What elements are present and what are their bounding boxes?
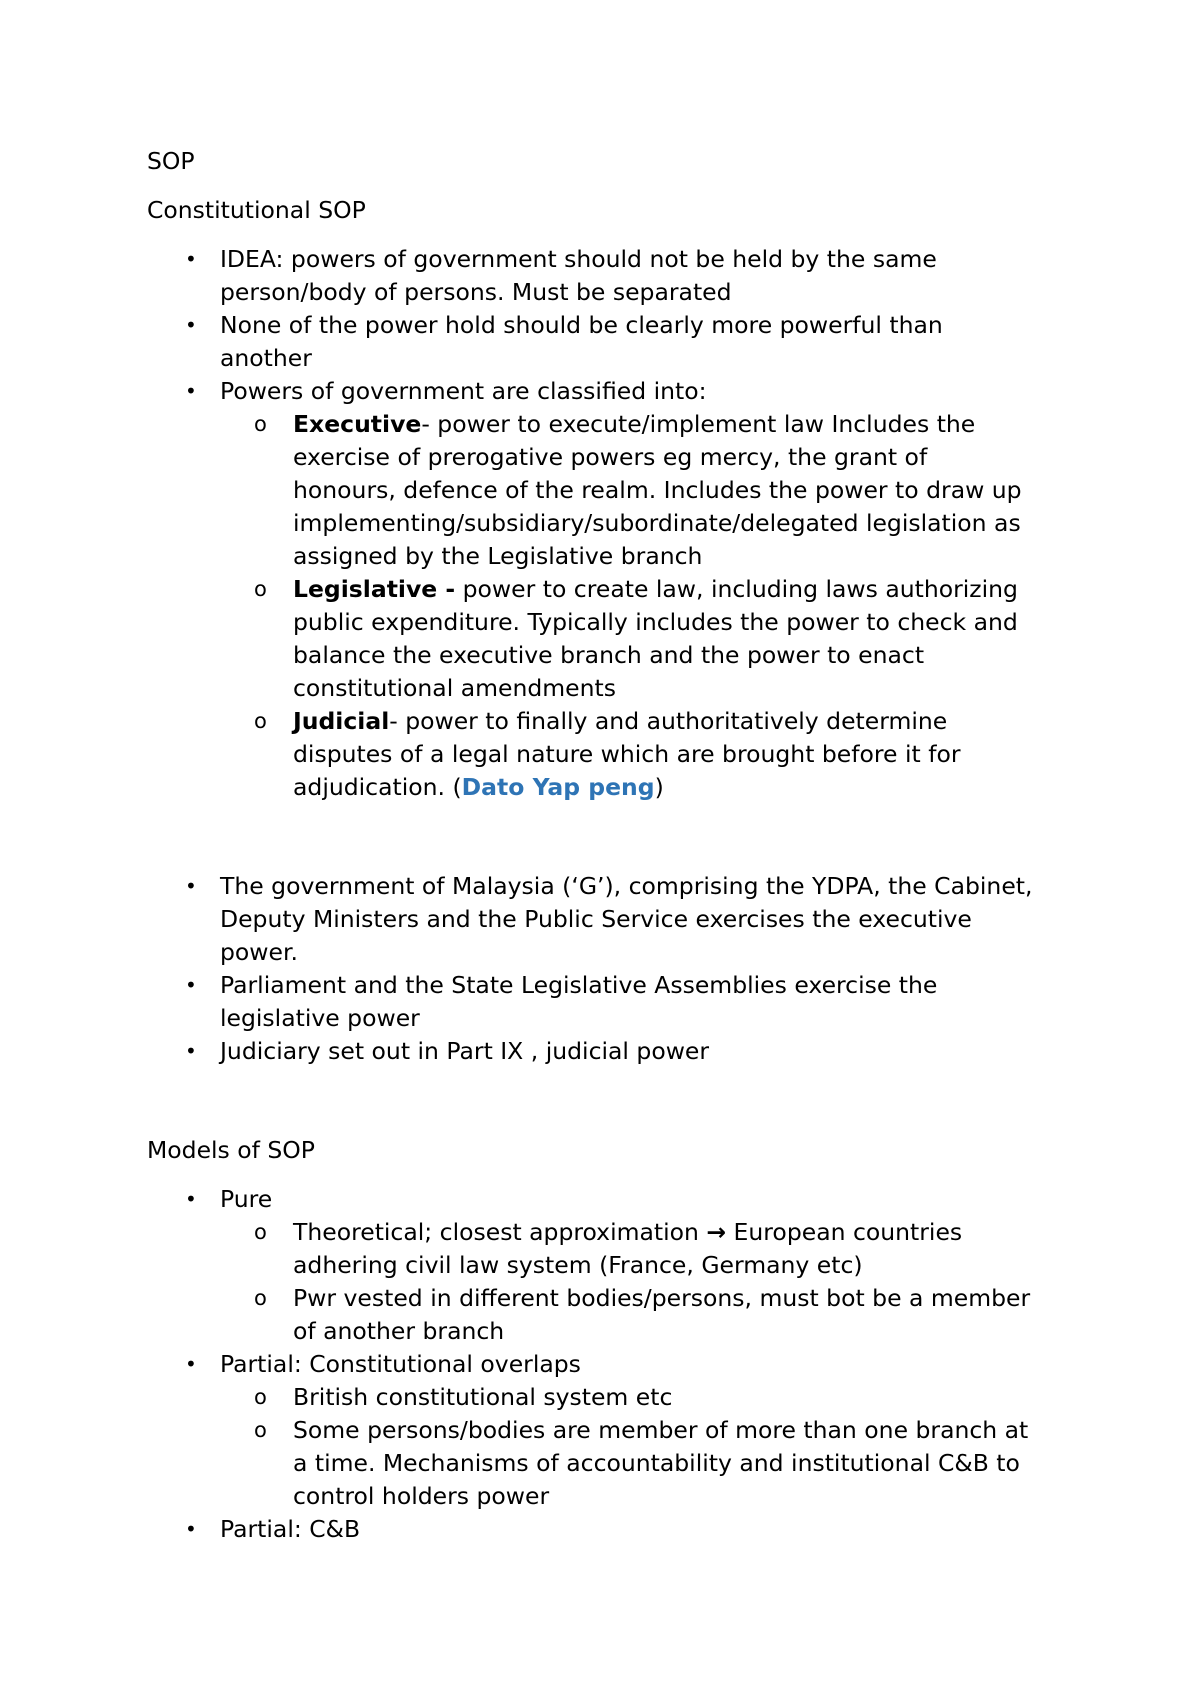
list-item [147, 243, 1077, 309]
text-line: assigned by the Legislative branch [293, 542, 703, 570]
arrow-right-icon: → [706, 1218, 727, 1246]
sub-list-branches [220, 408, 1077, 804]
text-line: of another branch [293, 1317, 505, 1345]
text-line: control holders power [293, 1482, 550, 1510]
sub-list-pure [220, 1216, 1077, 1348]
text-line: The government of Malaysia (‘G’), comprising the YDPA, the Cabinet, [220, 872, 1033, 900]
text-line: disputes of a legal nature which are brought before it for [293, 740, 961, 768]
bullet-list-models [147, 1183, 1077, 1546]
text-line: constitutional amendments [293, 674, 616, 702]
section-heading-models-of-sop: Models of SOP [147, 1136, 315, 1164]
section-heading-constitutional-sop: Constitutional SOP [147, 196, 366, 224]
text-line: Partial: C&B [220, 1515, 361, 1543]
text-line: British constitutional system etc [293, 1383, 673, 1411]
text-line: None of the power hold should be clearly more powerful than [220, 311, 943, 339]
sub-bullet-icon: o [254, 412, 267, 436]
list-item [147, 375, 1077, 804]
text-line: public expenditure. Typically includes the power to check and [293, 608, 1018, 636]
text-line: balance the executive branch and the power to enact [293, 641, 925, 669]
document-title: SOP [147, 147, 195, 175]
text-line: another [220, 344, 312, 372]
bullet-icon: • [185, 379, 197, 403]
text-line [293, 705, 1077, 738]
bullet-icon: • [185, 247, 197, 271]
list-item [147, 969, 1077, 1035]
bullet-list-malaysia [147, 870, 1077, 1068]
sub-list-partial-overlaps [220, 1381, 1077, 1513]
text-fragment: adjudication. ( [293, 773, 462, 801]
text-line [293, 408, 1077, 441]
list-item-executive [220, 408, 1077, 573]
text-line [293, 1216, 1077, 1249]
list-item [220, 1216, 1077, 1282]
text-line: Some persons/bodies are member of more than one branch at [293, 1416, 1029, 1444]
text-fragment: power to create law, including laws authorizing [455, 575, 1018, 603]
text-line: honours, defence of the realm. Includes the power to draw up [293, 476, 1022, 504]
bullet-icon: • [185, 874, 197, 898]
sub-bullet-icon: o [254, 577, 267, 601]
sub-bullet-icon: o [254, 1220, 267, 1244]
text-line: person/body of persons. Must be separated [220, 278, 732, 306]
text-line: implementing/subsidiary/subordinate/delegated legislation as [293, 509, 1021, 537]
list-item [147, 309, 1077, 375]
bullet-icon: • [185, 973, 197, 997]
text-line: power. [220, 938, 298, 966]
sub-bullet-icon: o [254, 1286, 267, 1310]
bullet-icon: • [185, 313, 197, 337]
text-fragment: Theoretical; closest approximation [293, 1218, 707, 1246]
text-line: Partial: Constitutional overlaps [220, 1350, 581, 1378]
list-item-partial-overlaps [147, 1348, 1077, 1513]
term-judicial: Judicial [293, 707, 390, 735]
text-fragment: - power to execute/implement law Includes the [421, 410, 976, 438]
list-item [220, 1282, 1077, 1348]
text-line: Judiciary set out in Part IX , judicial power [220, 1037, 710, 1065]
text-line: Parliament and the State Legislative Assemblies exercise the [220, 971, 938, 999]
text-line: a time. Mechanisms of accountability and institutional C&B to [293, 1449, 1020, 1477]
document-page [147, 145, 1077, 1546]
list-item [147, 870, 1077, 969]
list-item-partial-cb [147, 1513, 1077, 1546]
text-line [293, 771, 1077, 804]
list-item-pure [147, 1183, 1077, 1348]
text-fragment: ) [654, 773, 664, 801]
list-item-judicial [220, 705, 1077, 804]
bullet-list-constitutional [147, 243, 1077, 804]
term-executive: Executive [293, 410, 422, 438]
case-reference: Dato Yap peng [461, 773, 655, 801]
bullet-icon: • [185, 1517, 197, 1541]
sub-bullet-icon: o [254, 709, 267, 733]
sub-bullet-icon: o [254, 1418, 267, 1442]
text-line: Pwr vested in different bodies/persons, must bot be a member [293, 1284, 1031, 1312]
list-item [220, 1414, 1077, 1513]
text-fragment: - power to finally and authoritatively determine [389, 707, 948, 735]
text-line: IDEA: powers of government should not be held by the same [220, 245, 937, 273]
text-line: adhering civil law system (France, Germany etc) [293, 1251, 863, 1279]
text-line: Deputy Ministers and the Public Service exercises the executive [220, 905, 972, 933]
bullet-icon: • [185, 1187, 197, 1211]
list-item [220, 1381, 1077, 1414]
list-item [147, 1035, 1077, 1068]
text-line: Pure [220, 1185, 273, 1213]
text-line: Powers of government are classified into: [220, 377, 707, 405]
text-line: legislative power [220, 1004, 420, 1032]
list-item-legislative [220, 573, 1077, 705]
text-line [293, 573, 1077, 606]
text-line: exercise of prerogative powers eg mercy, the grant of [293, 443, 928, 471]
bullet-icon: • [185, 1039, 197, 1063]
text-fragment: European countries [726, 1218, 963, 1246]
sub-bullet-icon: o [254, 1385, 267, 1409]
bullet-icon: • [185, 1352, 197, 1376]
term-legislative: Legislative - [293, 575, 456, 603]
